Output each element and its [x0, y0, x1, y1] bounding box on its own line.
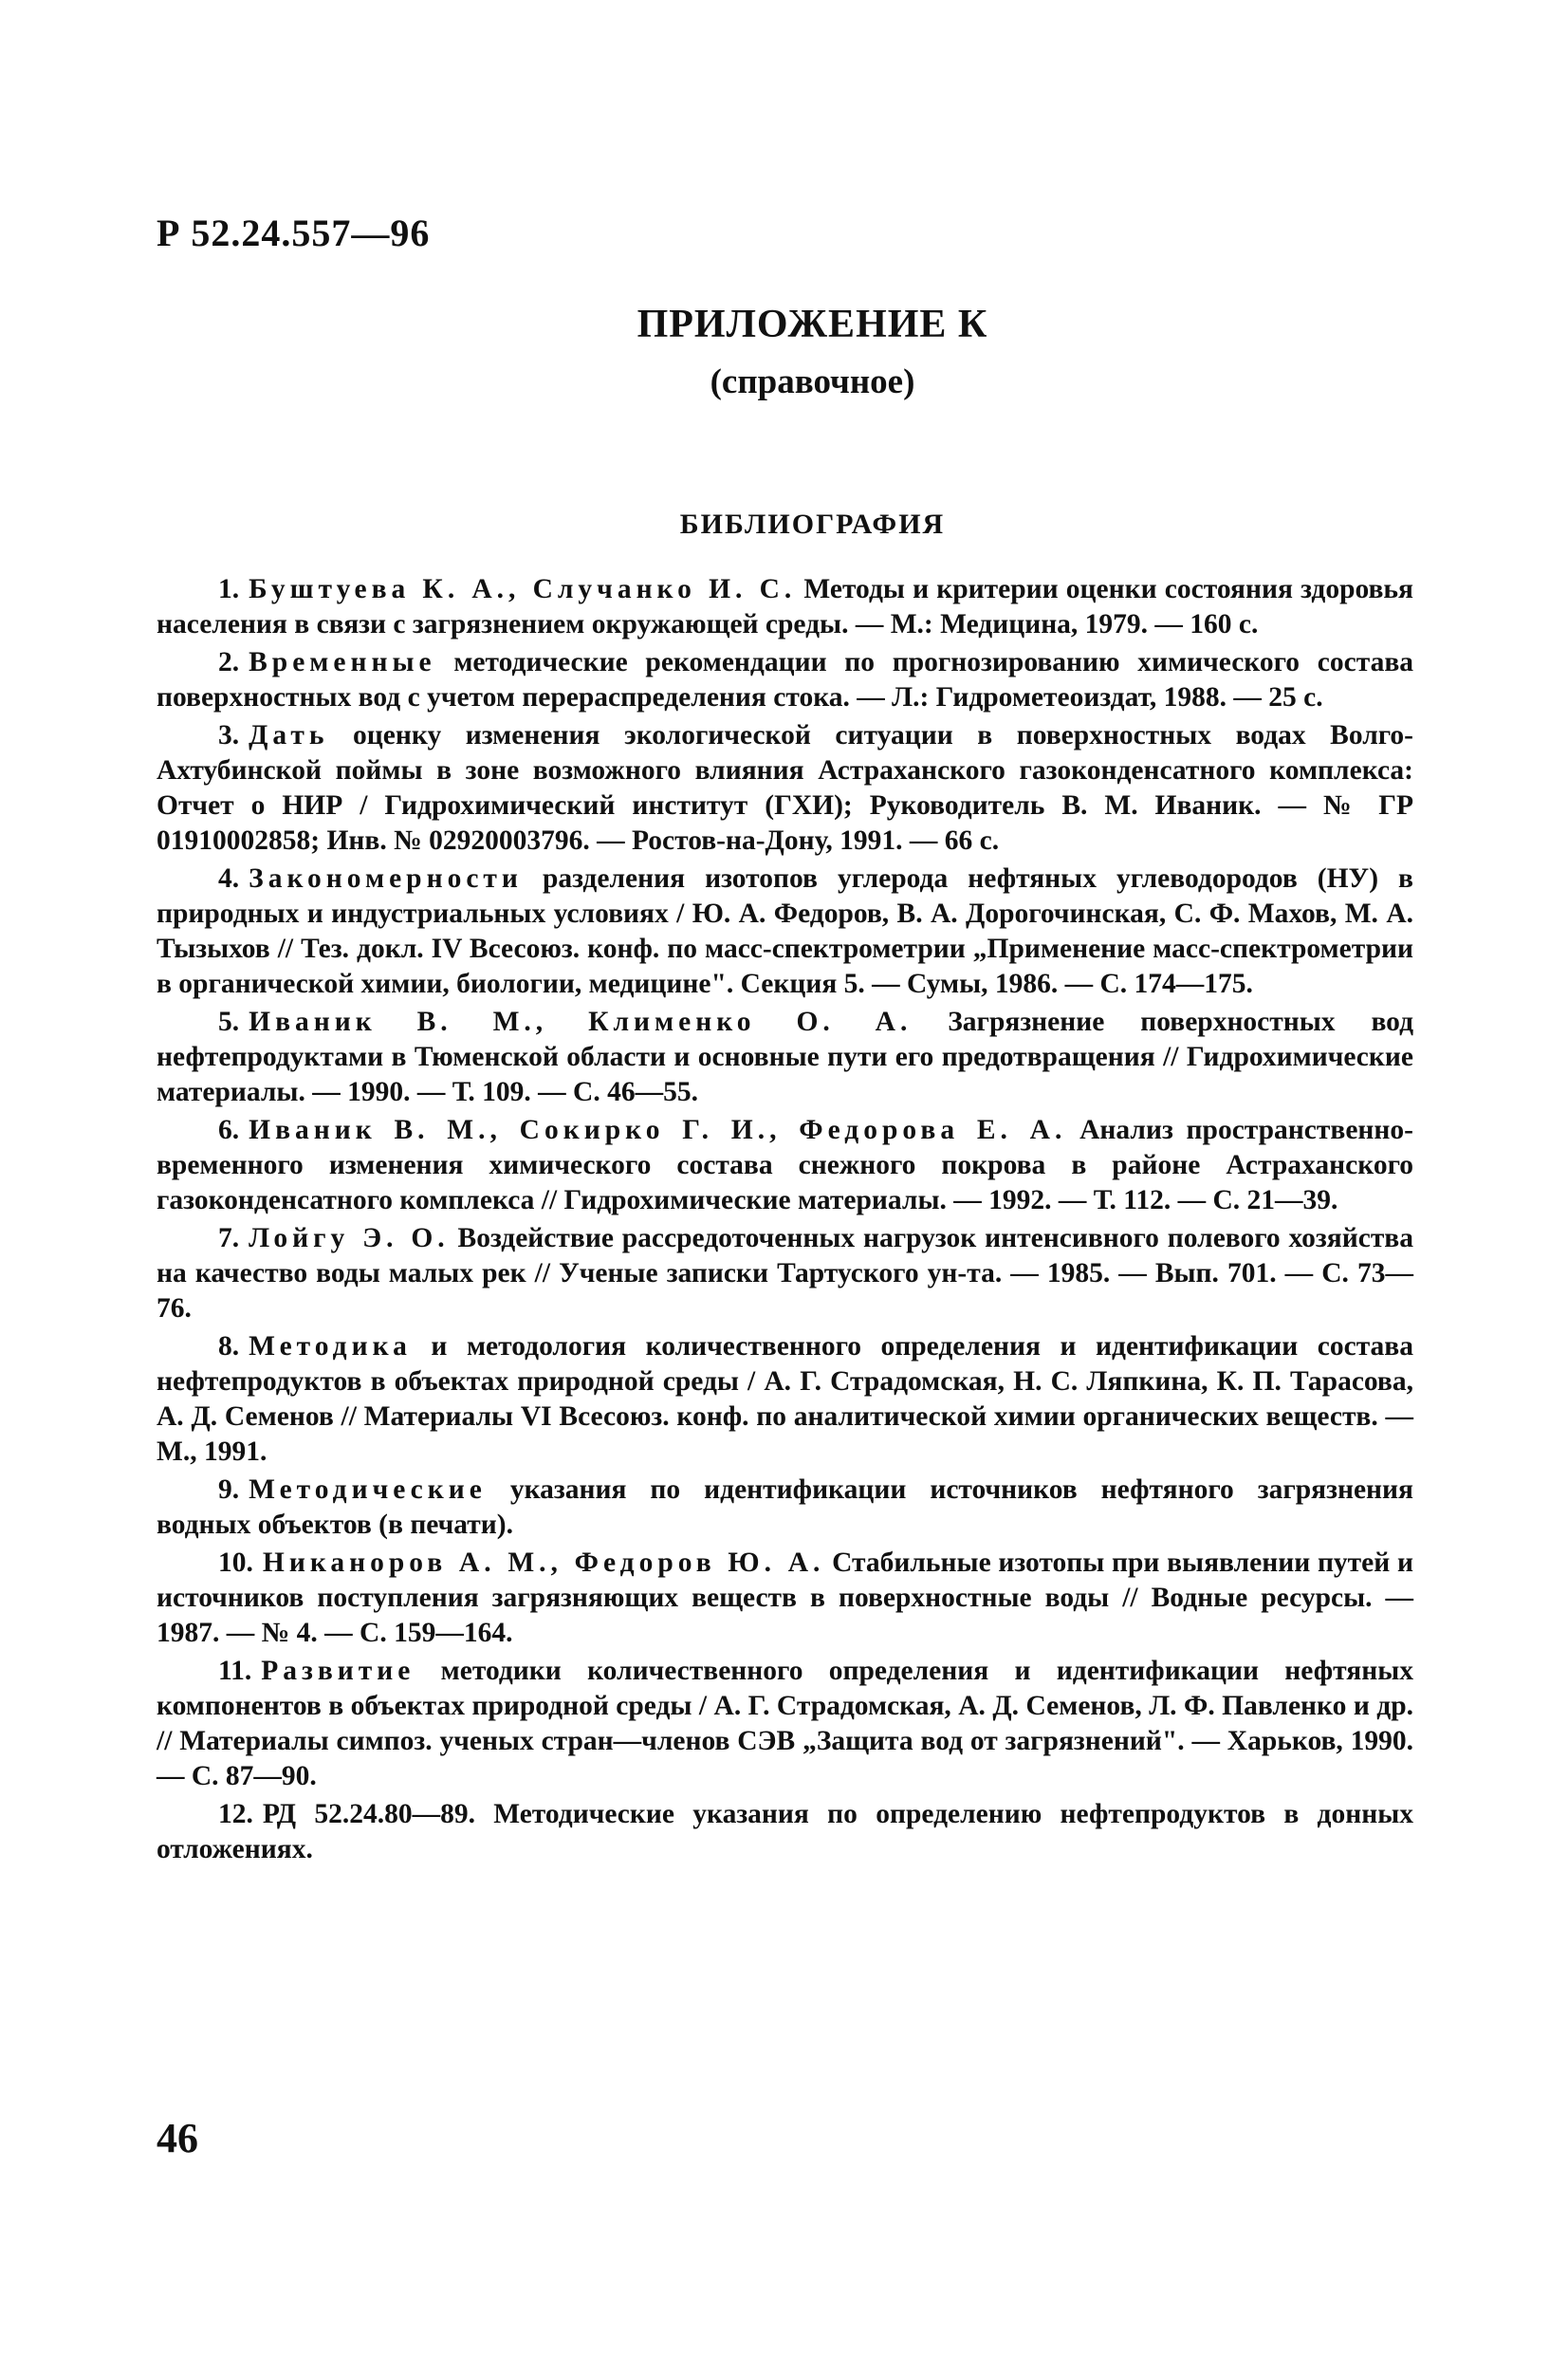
- entry-text: методические рекомендации по прогнозированию химического состава поверхностных вод с учетом перераспределения стока. — Л.: Гидрометеоиздат, 1988. — 25 с.: [157, 647, 1413, 713]
- entry-key: Иваник В. М., Сокирко Г. И., Федорова Е. А.: [249, 1115, 1067, 1145]
- bibliography-entry-3: [157, 718, 1413, 859]
- entry-text: Воздействие рассредоточенных нагрузок интенсивного полевого хозяйства на качество воды малых рек // Ученые записки Тартуского ун-та. — 1985. — Вып. 701. — С. 73—76.: [157, 1223, 1413, 1324]
- entry-number: 3.: [218, 720, 240, 751]
- entry-number: 7.: [218, 1223, 240, 1253]
- entry-key: Методические: [249, 1474, 487, 1505]
- bibliography-entry-11: [157, 1654, 1413, 1794]
- entry-number: 12.: [218, 1799, 253, 1829]
- entry-text: указания по идентификации источников нефтяного загрязнения водных объектов (в печати).: [157, 1474, 1413, 1540]
- entry-text: оценку изменения экологической ситуации в поверхностных водах Волго-Ахтубинской поймы в зоне возможного влияния Астраханского газоконденсатного комплекса: Отчет о НИР / Гидрохимический институт (ГХИ); Руководитель В. М. Иваник. — № ГР 01910002858; Инв. № 02920003796. — Ростов-на-Дону, 1991. — 66 с.: [157, 720, 1413, 856]
- bibliography-entry-10: [157, 1546, 1413, 1651]
- entry-text: методики количественного определения и идентификации нефтяных компонентов в объектах природной среды / А. Г. Страдомская, А. Д. Семенов, Л. Ф. Павленко и др. // Материалы симпоз. ученых стран—членов СЭВ „Защита вод от загрязнений". — Харьков, 1990. — С. 87—90.: [157, 1656, 1413, 1791]
- entry-text: РД 52.24.80—89. Методические указания по определению нефтепродуктов в донных отложениях.: [157, 1799, 1413, 1864]
- entry-number: 9.: [218, 1474, 240, 1505]
- entry-number: 5.: [218, 1007, 240, 1037]
- bibliography-entry-1: [157, 572, 1413, 642]
- entry-text: и методология количественного определения и идентификации состава нефтепродуктов в объектах природной среды / А. Г. Страдомская, Н. С. Ляпкина, К. П. Тарасова, А. Д. Семенов // Материалы VI Всесоюз. конф. по аналитической химии органических веществ. — М., 1991.: [157, 1331, 1413, 1467]
- entry-key: Закономерности: [249, 863, 523, 894]
- entry-number: 1.: [218, 574, 240, 604]
- bibliography-entry-4: [157, 862, 1413, 1002]
- entry-text: Методы и критерии оценки состояния здоровья населения в связи с загрязнением окружающей среды. — М.: Медицина, 1979. — 160 с.: [157, 574, 1413, 639]
- entry-number: 2.: [218, 647, 240, 677]
- bibliography-entry-8: [157, 1329, 1413, 1470]
- entry-key: Никаноров А. М., Федоров Ю. А.: [262, 1548, 825, 1578]
- entry-text: Стабильные изотопы при выявлении путей и источников поступления загрязняющих веществ в поверхностные воды // Водные ресурсы. — 1987. — № 4. — С. 159—164.: [157, 1548, 1413, 1648]
- bibliography-entry-12: [157, 1797, 1413, 1867]
- bibliography-list: [157, 572, 1413, 1870]
- entry-text: разделения изотопов углерода нефтяных углеводородов (НУ) в природных и индустриальных условиях / Ю. А. Федоров, В. А. Дорогочинская, С. Ф. Махов, М. А. Тызыхов // Тез. докл. IV Всесоюз. конф. по масс-спектрометрии „Применение масс-спектрометрии в органической химии, биологии, медицине". Секция 5. — Сумы, 1986. — С. 174—175.: [157, 863, 1413, 999]
- entry-text: Загрязнение поверхностных вод нефтепродуктами в Тюменской области и основные пути его предотвращения // Гидрохимические материалы. — 1990. — Т. 109. — С. 46—55.: [157, 1007, 1413, 1107]
- entry-number: 11.: [218, 1656, 252, 1686]
- entry-key: Развитие: [261, 1656, 415, 1686]
- page-number: 46: [157, 2115, 198, 2161]
- bibliography-entry-5: [157, 1005, 1413, 1110]
- entry-key: Дать: [249, 720, 329, 751]
- bibliography-entry-9: [157, 1473, 1413, 1543]
- bibliography-entry-2: [157, 645, 1413, 715]
- entry-key: Буштуева К. А., Случанко И. С.: [249, 574, 797, 604]
- entry-number: 8.: [218, 1331, 240, 1362]
- entry-key: Иваник В. М., Клименко О. А.: [249, 1007, 913, 1037]
- document-code: Р 52.24.557—96: [157, 212, 431, 254]
- bibliography-entry-7: [157, 1221, 1413, 1326]
- appendix-title: ПРИЛОЖЕНИЕ К: [636, 303, 988, 346]
- entry-number: 10.: [218, 1548, 253, 1578]
- entry-key: Лойгу Э. О.: [249, 1223, 450, 1253]
- entry-number: 6.: [218, 1115, 240, 1145]
- bibliography-entry-6: [157, 1113, 1413, 1218]
- bibliography-heading: БИБЛИОГРАФИЯ: [679, 509, 946, 540]
- entry-key: Временные: [249, 647, 436, 677]
- entry-text: Анализ пространственно-временного изменения химического состава снежного покрова в районе Астраханского газоконденсатного комплекса // Гидрохимические материалы. — 1992. — Т. 112. — С. 21—39.: [157, 1115, 1413, 1215]
- entry-number: 4.: [218, 863, 240, 894]
- entry-key: Методика: [249, 1331, 412, 1362]
- appendix-subtitle: (справочное): [710, 362, 915, 401]
